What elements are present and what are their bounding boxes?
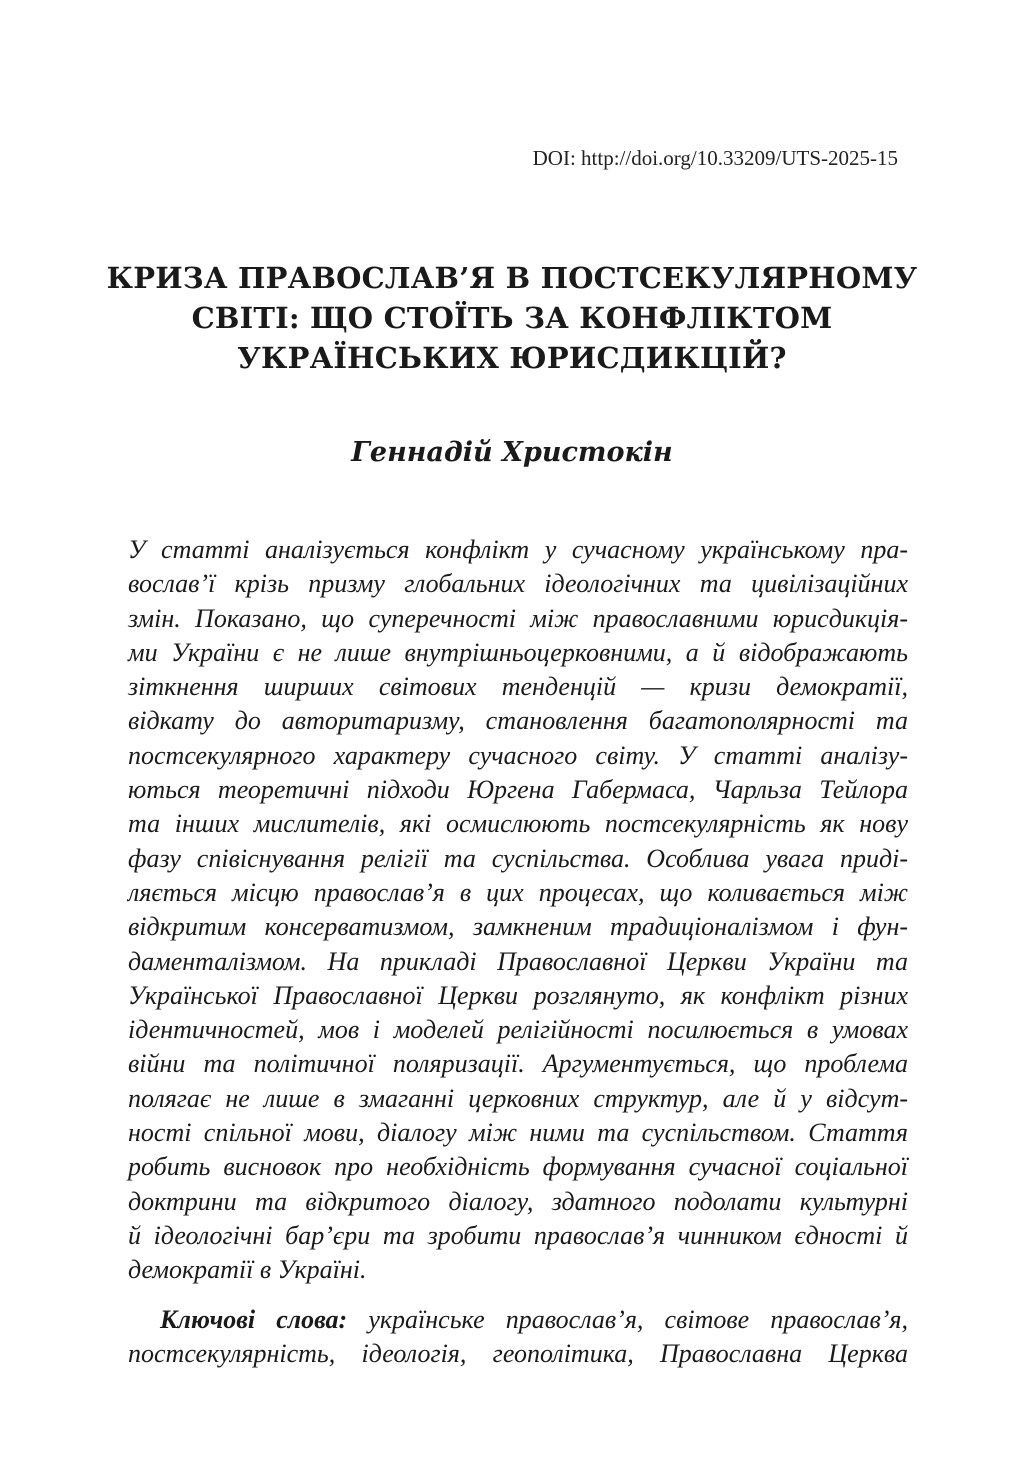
title-line-2: СВІТІ: ЩО СТОЇТЬ ЗА КОНФЛІКТОМ	[191, 301, 833, 335]
keywords-text-1: українське православ’я, світове православ’я,	[368, 1305, 908, 1334]
abstract-line: доктрини та відкритого діалогу, здатного подолати культурні	[128, 1186, 908, 1216]
author-name: Геннадій Христокін	[351, 437, 673, 468]
abstract-line: робить висновок про необхідність формування сучасної соціальної	[128, 1152, 908, 1182]
abstract-line: Української Православної Церкви розглянуто, як конфлікт різних	[128, 980, 908, 1010]
abstract-line: демократії в Україні.	[128, 1255, 367, 1285]
abstract-line: ляється місцю православ’я в цих процесах, що коливається між	[128, 877, 908, 907]
article-title	[0, 258, 1024, 378]
abstract-line: фазу співіснування релігії та суспільства. Особлива увага приді-	[128, 843, 908, 873]
abstract-line: й ідеологічні бар’єри та зробити православ’я чинником єдності й	[128, 1220, 908, 1250]
title-line-3: УКРАЇНСЬКИХ ЮРИСДИКЦІЙ?	[237, 341, 787, 375]
abstract-line: У статті аналізується конфлікт у сучасному українському пра-	[128, 535, 908, 564]
abstract-line: та інших мислителів, які осмислюють постсекулярність як нову	[128, 809, 908, 839]
abstract-line: вослав’ї крізь призму глобальних ідеологічних та цивілізаційних	[128, 569, 908, 599]
abstract-line: ються теоретичні підходи Юргена Габермаса, Чарльза Тейлора	[128, 775, 908, 805]
abstract-line: постсекулярного характеру сучасного світу. У статті аналізу-	[128, 740, 908, 770]
keywords-line-2: постсекулярність, ідеологія, геополітика, Православна Церква	[128, 1339, 908, 1369]
abstract-line: змін. Показано, що суперечності між православними юрисдикція-	[128, 603, 908, 633]
abstract-line: зіткнення ширших світових тенденцій — кризи демократії,	[128, 672, 908, 702]
abstract-line: ми України є не лише внутрішньоцерковними, а й відображають	[128, 637, 908, 667]
keywords	[128, 1303, 908, 1372]
keywords-line-1	[128, 1303, 908, 1337]
abstract-line: відкритим консерватизмом, замкненим традиціоналізмом і фун-	[128, 912, 908, 942]
title-line-1: КРИЗА ПРАВОСЛАВ’Я В ПОСТСЕКУЛЯРНОМУ	[106, 261, 918, 295]
abstract-line: ності спільної мови, діалогу між ними та суспільством. Стаття	[128, 1118, 908, 1148]
abstract-line: полягає не лише в змаганні церковних структур, але й у відсут-	[128, 1083, 908, 1113]
abstract	[128, 533, 908, 1288]
keywords-label: Ключові слова:	[160, 1305, 348, 1334]
abstract-line: ідентичностей, мов і моделей релігійності посилюється в умовах	[128, 1015, 908, 1045]
abstract-line: даменталізмом. На прикладі Православної Церкви України та	[128, 946, 908, 976]
abstract-line: війни та політичної поляризації. Аргументується, що проблема	[128, 1049, 908, 1079]
abstract-line: відкату до авторитаризму, становлення багатополярності та	[128, 706, 908, 736]
doi-line: DOI: http://doi.org/10.33209/UTS-2025-15	[532, 146, 898, 170]
